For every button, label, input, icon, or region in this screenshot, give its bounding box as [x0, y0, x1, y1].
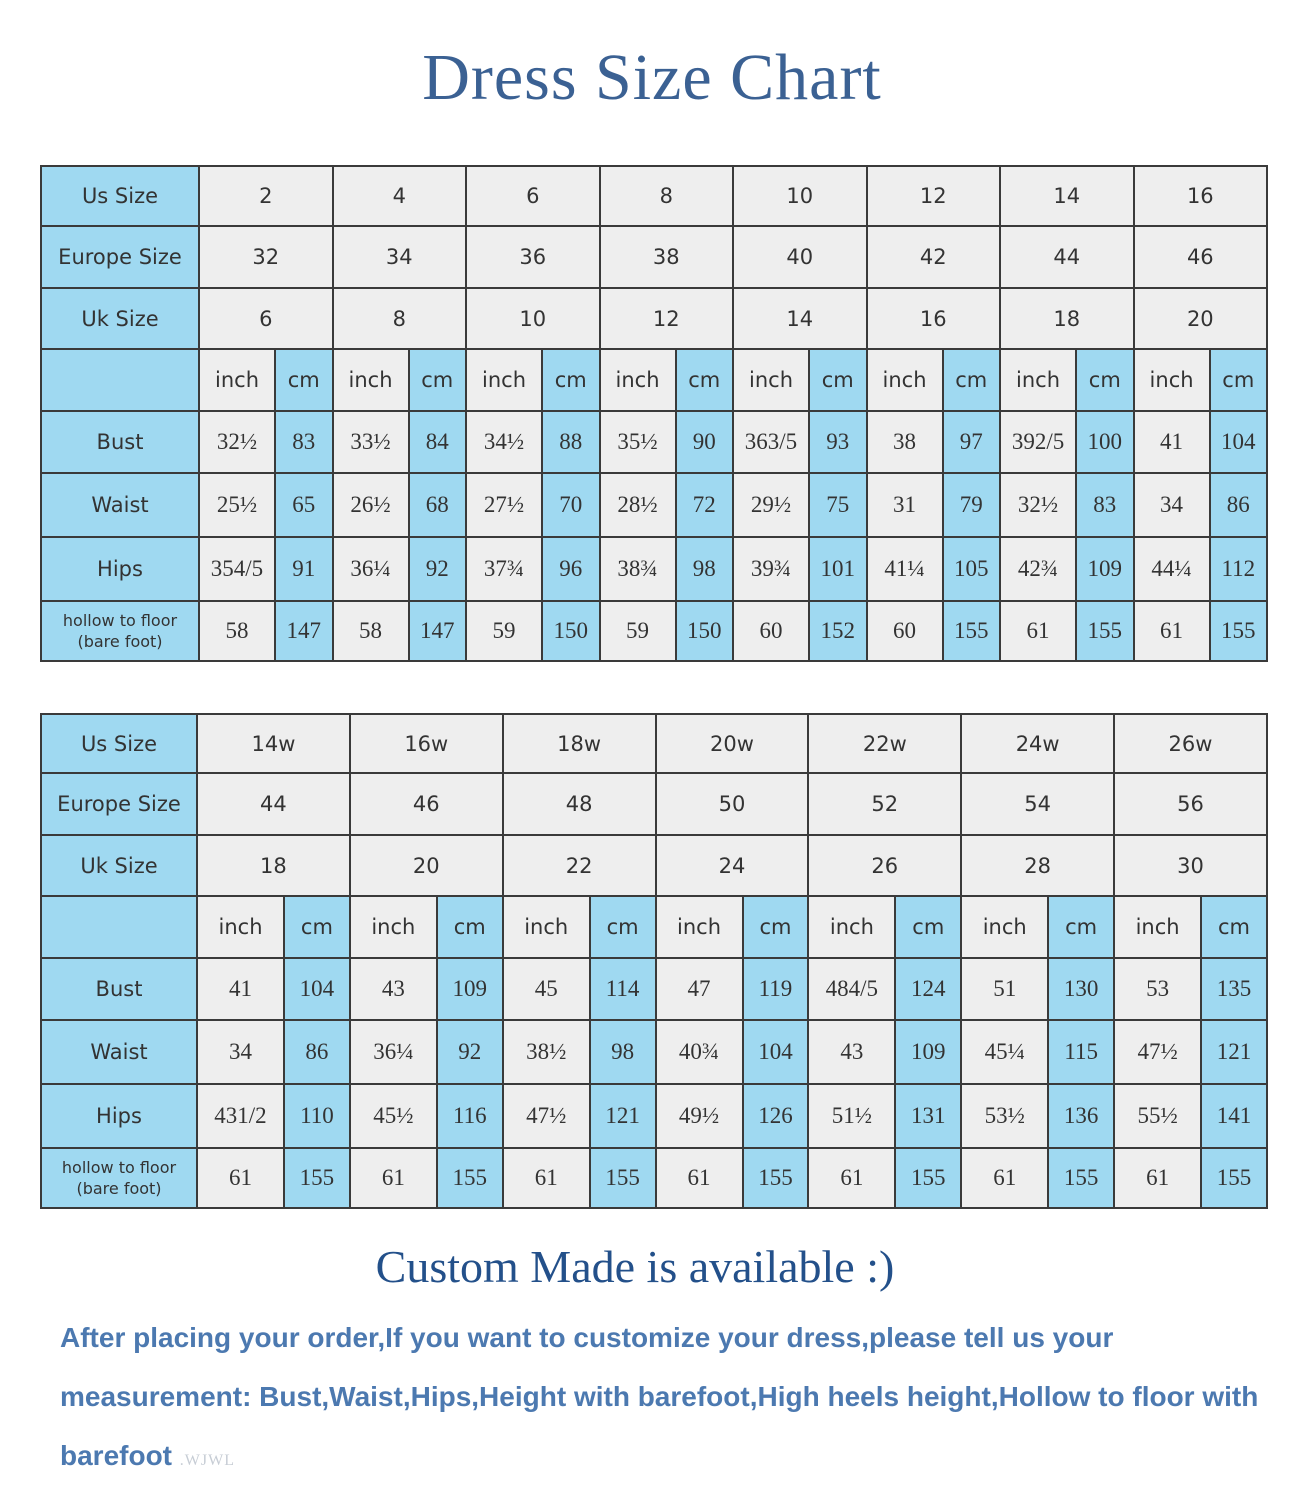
unit-inch: inch	[808, 896, 895, 958]
bust-inch: 45	[503, 958, 590, 1020]
bust-cm: 88	[542, 411, 600, 473]
hips-label: Hips	[41, 537, 199, 601]
unit-inch: inch	[197, 896, 284, 958]
size-table-standard	[40, 165, 1268, 662]
europe-size-value: 36	[466, 226, 600, 288]
hips-cm: 116	[437, 1084, 503, 1148]
hollow-to-floor-inch: 61	[1134, 601, 1210, 661]
waist-cm: 65	[275, 473, 333, 537]
europe-size-row	[41, 226, 1267, 288]
bust-inch: 392/5	[1000, 411, 1076, 473]
hollow-to-floor-cm: 147	[275, 601, 333, 661]
waist-cm: 72	[676, 473, 734, 537]
waist-inch: 43	[808, 1020, 895, 1084]
europe-size-label: Europe Size	[41, 773, 197, 835]
waist-inch: 38½	[503, 1020, 590, 1084]
unit-cm: cm	[1210, 349, 1268, 411]
hollow-to-floor-inch: 60	[867, 601, 943, 661]
bust-row	[41, 411, 1267, 473]
waist-inch: 36¼	[350, 1020, 437, 1084]
hollow-to-floor-inch: 61	[350, 1148, 437, 1208]
waist-cm: 104	[743, 1020, 809, 1084]
custom-made-heading: Custom Made is available :)	[375, 1241, 895, 1292]
waist-inch: 29½	[733, 473, 809, 537]
us-size-value: 2	[199, 166, 333, 226]
europe-size-value: 44	[1000, 226, 1134, 288]
uk-size-value: 6	[199, 288, 333, 349]
hollow-to-floor-inch: 61	[808, 1148, 895, 1208]
europe-size-label: Europe Size	[41, 226, 199, 288]
europe-size-value: 50	[656, 773, 809, 835]
europe-size-value: 32	[199, 226, 333, 288]
waist-row	[41, 473, 1267, 537]
unit-inch: inch	[503, 896, 590, 958]
hollow-to-floor-cm: 155	[284, 1148, 350, 1208]
waist-inch: 34	[197, 1020, 284, 1084]
hips-inch: 42¾	[1000, 537, 1076, 601]
uk-size-value: 20	[1134, 288, 1268, 349]
waist-cm: 86	[284, 1020, 350, 1084]
unit-row	[41, 896, 1267, 958]
hollow-to-floor-cm: 155	[1210, 601, 1268, 661]
bust-cm: 135	[1201, 958, 1267, 1020]
bust-inch: 43	[350, 958, 437, 1020]
unit-cm: cm	[542, 349, 600, 411]
hollow-to-floor-cm: 150	[542, 601, 600, 661]
us-size-value: 6	[466, 166, 600, 226]
hips-cm: 136	[1048, 1084, 1114, 1148]
hollow-to-floor-inch: 59	[466, 601, 542, 661]
unit-inch: inch	[199, 349, 275, 411]
us-size-row	[41, 166, 1267, 226]
unit-inch: inch	[1134, 349, 1210, 411]
unit-row-label	[41, 896, 197, 958]
unit-inch: inch	[1114, 896, 1201, 958]
uk-size-value: 8	[333, 288, 467, 349]
unit-cm: cm	[943, 349, 1001, 411]
waist-inch: 26½	[333, 473, 409, 537]
waist-inch: 34	[1134, 473, 1210, 537]
uk-size-value: 18	[1000, 288, 1134, 349]
hips-inch: 55½	[1114, 1084, 1201, 1148]
bust-cm: 104	[284, 958, 350, 1020]
hollow-to-floor-cm: 155	[437, 1148, 503, 1208]
unit-cm: cm	[590, 896, 656, 958]
waist-cm: 115	[1048, 1020, 1114, 1084]
hollow-to-floor-inch: 61	[656, 1148, 743, 1208]
uk-size-value: 22	[503, 835, 656, 896]
uk-size-value: 24	[656, 835, 809, 896]
us-size-label: Us Size	[41, 166, 199, 226]
hips-inch: 36¼	[333, 537, 409, 601]
hips-row	[41, 537, 1267, 601]
europe-size-value: 46	[1134, 226, 1268, 288]
unit-cm: cm	[437, 896, 503, 958]
hips-cm: 121	[590, 1084, 656, 1148]
uk-size-label: Uk Size	[41, 288, 199, 349]
bust-inch: 363/5	[733, 411, 809, 473]
hips-cm: 98	[676, 537, 734, 601]
uk-size-value: 30	[1114, 835, 1267, 896]
unit-row	[41, 349, 1267, 411]
waist-label: Waist	[41, 473, 199, 537]
waist-cm: 92	[437, 1020, 503, 1084]
uk-size-value: 12	[600, 288, 734, 349]
hollow-to-floor-inch: 58	[199, 601, 275, 661]
watermark: .WJWL	[179, 1452, 235, 1469]
hips-inch: 47½	[503, 1084, 590, 1148]
waist-cm: 86	[1210, 473, 1268, 537]
hips-cm: 110	[284, 1084, 350, 1148]
us-size-value: 8	[600, 166, 734, 226]
uk-size-value: 18	[197, 835, 350, 896]
europe-size-value: 52	[808, 773, 961, 835]
hollow-to-floor-cm: 155	[895, 1148, 961, 1208]
hips-cm: 141	[1201, 1084, 1267, 1148]
hollow-to-floor-cm: 155	[1048, 1148, 1114, 1208]
size-table-plus	[40, 713, 1268, 1209]
bust-cm: 97	[943, 411, 1001, 473]
waist-inch: 25½	[199, 473, 275, 537]
hollow-to-floor-cm: 155	[590, 1148, 656, 1208]
hollow-to-floor-cm: 150	[676, 601, 734, 661]
hollow-to-floor-cm: 155	[943, 601, 1001, 661]
us-size-value: 12	[867, 166, 1001, 226]
hollow-to-floor-row	[41, 601, 1267, 661]
bust-cm: 90	[676, 411, 734, 473]
bust-inch: 34½	[466, 411, 542, 473]
waist-inch: 28½	[600, 473, 676, 537]
hips-inch: 51½	[808, 1084, 895, 1148]
bust-inch: 33½	[333, 411, 409, 473]
us-size-row	[41, 714, 1267, 773]
bust-cm: 84	[409, 411, 467, 473]
unit-cm: cm	[1076, 349, 1134, 411]
bust-cm: 109	[437, 958, 503, 1020]
custom-made-instructions	[60, 1308, 1260, 1490]
hollow-to-floor-inch: 60	[733, 601, 809, 661]
waist-inch: 27½	[466, 473, 542, 537]
uk-size-value: 14	[733, 288, 867, 349]
hollow-label-line1: hollow to floor	[62, 611, 178, 630]
bust-inch: 484/5	[808, 958, 895, 1020]
hollow-to-floor-cm: 155	[1201, 1148, 1267, 1208]
europe-size-value: 56	[1114, 773, 1267, 835]
unit-cm: cm	[284, 896, 350, 958]
us-size-value: 14	[1000, 166, 1134, 226]
hollow-to-floor-cm: 147	[409, 601, 467, 661]
europe-size-value: 54	[961, 773, 1114, 835]
waist-label: Waist	[41, 1020, 197, 1084]
hips-cm: 109	[1076, 537, 1134, 601]
waist-cm: 68	[409, 473, 467, 537]
hips-inch: 53½	[961, 1084, 1048, 1148]
uk-size-label: Uk Size	[41, 835, 197, 896]
us-size-value: 14w	[197, 714, 350, 773]
unit-cm: cm	[409, 349, 467, 411]
europe-size-value: 46	[350, 773, 503, 835]
hips-inch: 44¼	[1134, 537, 1210, 601]
europe-size-value: 42	[867, 226, 1001, 288]
uk-size-value: 26	[808, 835, 961, 896]
hips-inch: 41¼	[867, 537, 943, 601]
unit-inch: inch	[656, 896, 743, 958]
hips-cm: 96	[542, 537, 600, 601]
uk-size-value: 10	[466, 288, 600, 349]
hips-inch: 354/5	[199, 537, 275, 601]
unit-inch: inch	[1000, 349, 1076, 411]
hips-inch: 39¾	[733, 537, 809, 601]
uk-size-row	[41, 835, 1267, 896]
europe-size-value: 38	[600, 226, 734, 288]
bust-inch: 41	[197, 958, 284, 1020]
us-size-value: 20w	[656, 714, 809, 773]
bust-cm: 119	[743, 958, 809, 1020]
bust-cm: 124	[895, 958, 961, 1020]
waist-inch: 31	[867, 473, 943, 537]
hips-label: Hips	[41, 1084, 197, 1148]
unit-cm: cm	[275, 349, 333, 411]
unit-inch: inch	[333, 349, 409, 411]
waist-cm: 83	[1076, 473, 1134, 537]
hips-cm: 126	[743, 1084, 809, 1148]
hollow-to-floor-label	[41, 1148, 197, 1208]
bust-label: Bust	[41, 958, 197, 1020]
hollow-label-line2: (bare foot)	[77, 632, 163, 651]
hips-cm: 112	[1210, 537, 1268, 601]
us-size-value: 16w	[350, 714, 503, 773]
hollow-to-floor-label	[41, 601, 199, 661]
bust-inch: 51	[961, 958, 1048, 1020]
unit-cm: cm	[1048, 896, 1114, 958]
unit-cm: cm	[809, 349, 867, 411]
page-title: Dress Size Chart	[422, 41, 882, 114]
hips-inch: 38¾	[600, 537, 676, 601]
hollow-to-floor-inch: 59	[600, 601, 676, 661]
hollow-to-floor-inch: 61	[197, 1148, 284, 1208]
unit-inch: inch	[961, 896, 1048, 958]
bust-cm: 93	[809, 411, 867, 473]
hollow-to-floor-inch: 61	[1000, 601, 1076, 661]
hips-row	[41, 1084, 1267, 1148]
hollow-to-floor-inch: 58	[333, 601, 409, 661]
hips-inch: 37¾	[466, 537, 542, 601]
waist-cm: 109	[895, 1020, 961, 1084]
bust-cm: 100	[1076, 411, 1134, 473]
waist-inch: 40¾	[656, 1020, 743, 1084]
hips-cm: 105	[943, 537, 1001, 601]
bust-cm: 130	[1048, 958, 1114, 1020]
unit-row-label	[41, 349, 199, 411]
us-size-value: 24w	[961, 714, 1114, 773]
hips-inch: 431/2	[197, 1084, 284, 1148]
waist-cm: 79	[943, 473, 1001, 537]
custom-made-text: After placing your order,If you want to customize your dress,please tell us your measurement: Bust,Waist,Hips,Height with barefoot,High heels height,Hollow to floor with barefoot	[60, 1322, 1259, 1471]
unit-inch: inch	[867, 349, 943, 411]
unit-cm: cm	[1201, 896, 1267, 958]
uk-size-value: 16	[867, 288, 1001, 349]
bust-cm: 114	[590, 958, 656, 1020]
hollow-to-floor-cm: 155	[1076, 601, 1134, 661]
bust-inch: 47	[656, 958, 743, 1020]
hips-inch: 45½	[350, 1084, 437, 1148]
waist-inch: 47½	[1114, 1020, 1201, 1084]
hollow-to-floor-inch: 61	[1114, 1148, 1201, 1208]
unit-cm: cm	[743, 896, 809, 958]
hollow-to-floor-inch: 61	[961, 1148, 1048, 1208]
europe-size-value: 44	[197, 773, 350, 835]
hollow-to-floor-cm: 155	[743, 1148, 809, 1208]
us-size-value: 22w	[808, 714, 961, 773]
bust-cm: 104	[1210, 411, 1268, 473]
uk-size-value: 28	[961, 835, 1114, 896]
hips-cm: 131	[895, 1084, 961, 1148]
bust-label: Bust	[41, 411, 199, 473]
europe-size-value: 40	[733, 226, 867, 288]
bust-inch: 32½	[199, 411, 275, 473]
unit-cm: cm	[895, 896, 961, 958]
bust-inch: 53	[1114, 958, 1201, 1020]
unit-inch: inch	[466, 349, 542, 411]
bust-row	[41, 958, 1267, 1020]
us-size-value: 18w	[503, 714, 656, 773]
hollow-label-line1: hollow to floor	[61, 1158, 177, 1177]
uk-size-value: 20	[350, 835, 503, 896]
us-size-value: 16	[1134, 166, 1268, 226]
unit-cm: cm	[676, 349, 734, 411]
hollow-to-floor-row	[41, 1148, 1267, 1208]
hollow-label-line2: (bare foot)	[76, 1179, 162, 1198]
hips-cm: 101	[809, 537, 867, 601]
hollow-to-floor-cm: 152	[809, 601, 867, 661]
europe-size-value: 34	[333, 226, 467, 288]
us-size-label: Us Size	[41, 714, 197, 773]
us-size-value: 10	[733, 166, 867, 226]
bust-inch: 41	[1134, 411, 1210, 473]
waist-cm: 121	[1201, 1020, 1267, 1084]
waist-inch: 32½	[1000, 473, 1076, 537]
waist-cm: 98	[590, 1020, 656, 1084]
waist-cm: 70	[542, 473, 600, 537]
europe-size-row	[41, 773, 1267, 835]
unit-inch: inch	[350, 896, 437, 958]
hollow-to-floor-inch: 61	[503, 1148, 590, 1208]
hips-cm: 92	[409, 537, 467, 601]
waist-inch: 45¼	[961, 1020, 1048, 1084]
europe-size-value: 48	[503, 773, 656, 835]
bust-inch: 35½	[600, 411, 676, 473]
bust-cm: 83	[275, 411, 333, 473]
hips-cm: 91	[275, 537, 333, 601]
waist-cm: 75	[809, 473, 867, 537]
waist-row	[41, 1020, 1267, 1084]
hips-inch: 49½	[656, 1084, 743, 1148]
uk-size-row	[41, 288, 1267, 349]
unit-inch: inch	[600, 349, 676, 411]
bust-inch: 38	[867, 411, 943, 473]
us-size-value: 26w	[1114, 714, 1267, 773]
us-size-value: 4	[333, 166, 467, 226]
unit-inch: inch	[733, 349, 809, 411]
